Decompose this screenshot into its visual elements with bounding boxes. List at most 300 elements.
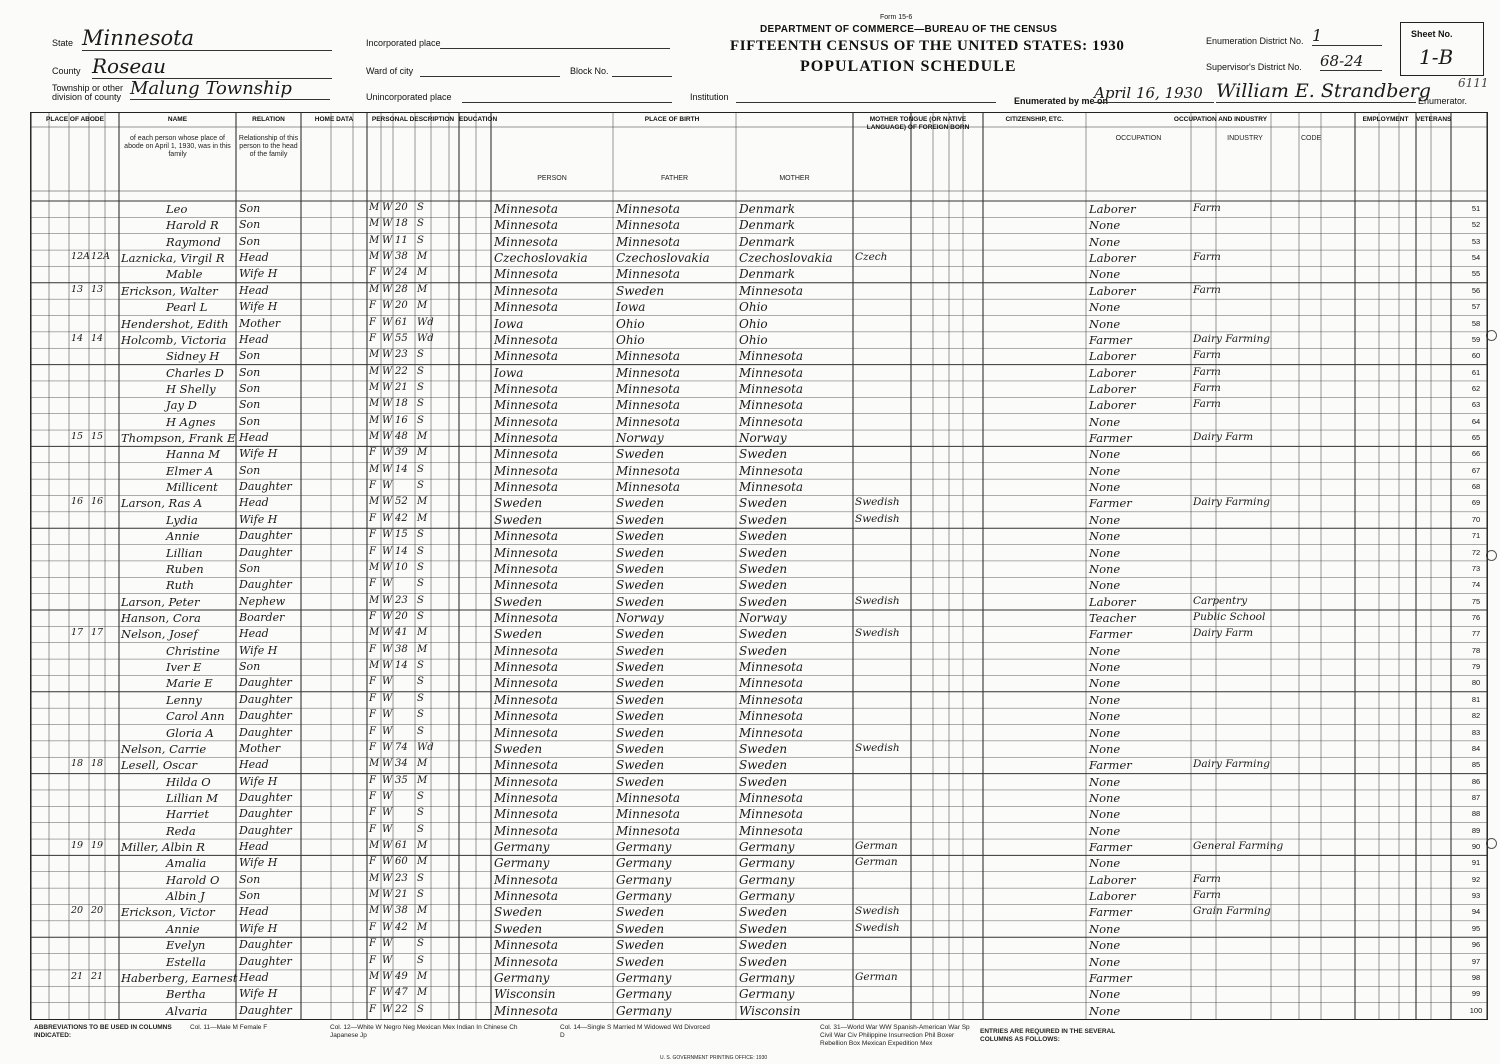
birthplace-mother: Germany xyxy=(739,970,795,985)
birthplace-person: Minnesota xyxy=(494,398,559,413)
birthplace-person: Minnesota xyxy=(494,611,559,625)
enumerated-label: Enumerated by me on xyxy=(1014,96,1109,106)
birthplace-person: Sweden xyxy=(494,594,543,609)
row-number-right: 77 xyxy=(1471,629,1481,639)
person-name: Albin J xyxy=(166,889,205,904)
birthplace-mother: Sweden xyxy=(739,627,788,642)
row-number-right: 53 xyxy=(1471,236,1481,246)
race: W xyxy=(382,840,393,852)
birthplace-person: Minnesota xyxy=(494,676,559,691)
marital-status: S xyxy=(417,594,424,606)
occupation: Farmer xyxy=(1089,627,1132,642)
birthplace-person: Sweden xyxy=(494,627,543,642)
person-name: Lillian M xyxy=(166,790,219,805)
age: 21 xyxy=(395,889,408,901)
birthplace-mother: Norway xyxy=(739,431,787,446)
marital-status: S xyxy=(417,234,424,246)
sex: F xyxy=(369,725,376,737)
marital-status: S xyxy=(417,398,424,410)
relation: Daughter xyxy=(239,709,292,723)
incorporated-line xyxy=(440,48,670,49)
person-name: Erickson, Walter xyxy=(121,283,218,298)
person-name: Holcomb, Victoria xyxy=(121,332,227,347)
occupation: None xyxy=(1089,954,1121,969)
race: W xyxy=(382,381,393,393)
person-name: Alvaria xyxy=(166,1003,208,1018)
birthplace-father: Sweden xyxy=(616,578,665,593)
sex: M xyxy=(369,840,380,852)
marital-status: S xyxy=(417,463,424,475)
sex: F xyxy=(369,267,376,279)
row-number-right: 63 xyxy=(1471,400,1481,410)
row-number-right: 75 xyxy=(1471,596,1481,606)
marital-status: S xyxy=(417,889,424,901)
occupation: None xyxy=(1089,300,1121,315)
birthplace-person: Minnesota xyxy=(494,807,559,822)
birthplace-father: Minnesota xyxy=(616,823,681,838)
age: 41 xyxy=(395,627,408,639)
row-number-right: 96 xyxy=(1471,940,1481,950)
birthplace-person: Sweden xyxy=(494,496,543,511)
birthplace-father: Sweden xyxy=(616,676,665,691)
occupation: None xyxy=(1089,692,1121,707)
occupation: Teacher xyxy=(1089,611,1136,625)
person-name: Sidney H xyxy=(166,349,220,364)
row-number-right: 64 xyxy=(1471,416,1481,426)
relation: Son xyxy=(239,234,261,248)
person-name: H Agnes xyxy=(166,414,216,429)
row-number-right: 89 xyxy=(1471,825,1481,835)
occupation: None xyxy=(1089,741,1121,756)
column-group-header: CITIZENSHIP, ETC. xyxy=(1005,116,1064,123)
department-title: DEPARTMENT OF COMMERCE—BUREAU OF THE CENSUS xyxy=(760,24,1058,35)
marital-status: S xyxy=(417,529,424,541)
column-group-header: PLACE OF ABODE xyxy=(46,116,104,123)
industry: General Farming xyxy=(1193,840,1284,853)
relation: Head xyxy=(239,431,269,445)
person-name: Lillian xyxy=(166,545,203,560)
birthplace-father: Sweden xyxy=(616,938,665,953)
birthplace-father: Ohio xyxy=(616,316,645,331)
sex: M xyxy=(369,365,380,377)
marital-status: M xyxy=(417,300,428,312)
person-name: Hanna M xyxy=(166,447,220,462)
birthplace-person: Minnesota xyxy=(494,872,559,887)
dwelling-number: 21 xyxy=(71,970,84,982)
race: W xyxy=(382,561,393,573)
row-number-right: 69 xyxy=(1471,498,1481,508)
marital-status: S xyxy=(417,202,424,213)
birthplace-person: Minnesota xyxy=(494,349,559,364)
marital-status: M xyxy=(417,856,428,868)
occupation: None xyxy=(1089,561,1121,576)
relation: Wife H xyxy=(239,987,278,1001)
birthplace-person: Iowa xyxy=(494,365,524,380)
relation: Head xyxy=(239,332,269,346)
occupation: None xyxy=(1089,790,1121,805)
row-number-right: 68 xyxy=(1471,482,1481,492)
marital-status: S xyxy=(417,692,424,704)
occupation: None xyxy=(1089,447,1121,462)
row-number-right: 58 xyxy=(1471,318,1481,328)
person-name: Marie E xyxy=(166,676,213,691)
marital-status: M xyxy=(417,283,428,295)
person-name: Amalia xyxy=(166,856,207,871)
birthplace-father: Sweden xyxy=(616,692,665,707)
birthplace-person: Sweden xyxy=(494,921,543,936)
person-name: Hanson, Cora xyxy=(121,611,201,625)
occupation: None xyxy=(1089,938,1121,953)
row-number-right: 86 xyxy=(1471,776,1481,786)
birthplace-mother: Minnesota xyxy=(739,692,804,707)
relation: Mother xyxy=(239,316,281,330)
block-label: Block No. xyxy=(570,66,609,76)
person-name: Annie xyxy=(166,921,200,936)
column-group-header: PERSONAL DESCRIPTION xyxy=(371,116,455,123)
birthplace-father: Sweden xyxy=(616,660,665,675)
entries-title: ENTRIES ARE REQUIRED IN THE SEVERAL COLUMNS AS FOLLOWS: xyxy=(980,1028,1116,1043)
row-number-right: 82 xyxy=(1471,711,1481,721)
birthplace-person: Minnesota xyxy=(494,202,559,216)
occupation: None xyxy=(1089,545,1121,560)
birthplace-father: Minnesota xyxy=(616,480,681,495)
marital-status: M xyxy=(417,987,428,999)
age: 22 xyxy=(395,365,408,377)
sex: M xyxy=(369,970,380,982)
birthplace-person: Minnesota xyxy=(494,234,559,249)
occupation: None xyxy=(1089,529,1121,544)
marital-status: S xyxy=(417,349,424,361)
relation: Daughter xyxy=(239,725,292,739)
sex: F xyxy=(369,823,376,835)
row-number-right: 81 xyxy=(1471,694,1481,704)
relation: Daughter xyxy=(239,692,292,706)
birthplace-person: Minnesota xyxy=(494,218,559,233)
row-number-right: 79 xyxy=(1471,662,1481,672)
birthplace-person: Minnesota xyxy=(494,938,559,953)
industry: Farm xyxy=(1193,872,1221,885)
birthplace-father: Sweden xyxy=(616,643,665,658)
sex: M xyxy=(369,251,380,263)
birthplace-mother: Minnesota xyxy=(739,709,804,724)
person-name: Lesell, Oscar xyxy=(121,758,197,773)
row-number-right: 91 xyxy=(1471,858,1481,868)
birthplace-mother: Sweden xyxy=(739,496,788,511)
birthplace-father: Minnesota xyxy=(616,463,681,478)
row-number-right: 59 xyxy=(1471,334,1481,344)
birthplace-mother: Sweden xyxy=(739,954,788,969)
person-name: Jay D xyxy=(166,398,197,413)
birthplace-father: Germany xyxy=(616,970,672,985)
occupation: None xyxy=(1089,578,1121,593)
industry: Dairy Farming xyxy=(1193,332,1270,345)
relation: Daughter xyxy=(239,823,292,837)
row-number-right: 74 xyxy=(1471,580,1481,590)
sex: F xyxy=(369,300,376,312)
person-name: Nelson, Josef xyxy=(121,627,198,642)
birthplace-father: Sweden xyxy=(616,921,665,936)
person-name: Charles D xyxy=(166,365,224,380)
relation: Son xyxy=(239,365,261,379)
marital-status: M xyxy=(417,627,428,639)
birthplace-person: Minnesota xyxy=(494,709,559,724)
relation: Daughter xyxy=(239,938,292,952)
occupation: None xyxy=(1089,774,1121,789)
relation: Daughter xyxy=(239,807,292,821)
race: W xyxy=(382,283,393,295)
column-group-header: EDUCATION xyxy=(459,116,498,123)
birthplace-mother: Sweden xyxy=(739,545,788,560)
unincorporated-label: Unincorporated place xyxy=(366,92,452,102)
birthplace-mother: Germany xyxy=(739,840,795,855)
relation: Daughter xyxy=(239,676,292,690)
birthplace-mother: Sweden xyxy=(739,529,788,544)
row-number-right: 76 xyxy=(1471,613,1481,622)
marital-status: S xyxy=(417,1003,424,1015)
dwelling-number: 14 xyxy=(71,332,84,344)
birthplace-mother: Minnesota xyxy=(739,807,804,822)
sex: M xyxy=(369,381,380,393)
occupation: Laborer xyxy=(1089,398,1136,413)
person-name: Pearl L xyxy=(166,300,208,315)
birthplace-father: Sweden xyxy=(616,709,665,724)
race: W xyxy=(382,202,393,213)
dwelling-number: 16 xyxy=(71,496,84,508)
race: W xyxy=(382,970,393,982)
birthplace-father: Sweden xyxy=(616,954,665,969)
occupation: None xyxy=(1089,463,1121,478)
column-subheader-mother: MOTHER xyxy=(779,175,810,182)
race: W xyxy=(382,823,393,835)
institution-line xyxy=(736,102,996,103)
sex: M xyxy=(369,218,380,230)
birthplace-mother: Minnesota xyxy=(739,283,804,298)
race: W xyxy=(382,431,393,443)
race: W xyxy=(382,872,393,884)
occupation: None xyxy=(1089,823,1121,838)
sex: F xyxy=(369,741,376,753)
mother-tongue: Swedish xyxy=(855,921,900,934)
birthplace-person: Minnesota xyxy=(494,332,559,347)
age: 23 xyxy=(395,872,408,884)
sex: M xyxy=(369,758,380,770)
birthplace-person: Minnesota xyxy=(494,480,559,495)
age: 35 xyxy=(395,774,408,786)
birthplace-person: Minnesota xyxy=(494,1003,559,1018)
birthplace-father: Germany xyxy=(616,856,672,871)
marital-status: S xyxy=(417,578,424,590)
occupation: None xyxy=(1089,218,1121,233)
birthplace-mother: Germany xyxy=(739,987,795,1002)
sex: F xyxy=(369,545,376,557)
row-number-right: 87 xyxy=(1471,792,1481,802)
column-group-header: PLACE OF BIRTH xyxy=(644,116,700,123)
birthplace-person: Minnesota xyxy=(494,790,559,805)
sex: M xyxy=(369,398,380,410)
relation: Daughter xyxy=(239,1003,292,1017)
birthplace-person: Minnesota xyxy=(494,643,559,658)
birthplace-person: Minnesota xyxy=(494,300,559,315)
sex: F xyxy=(369,856,376,868)
industry: Farm xyxy=(1193,398,1221,411)
race: W xyxy=(382,365,393,377)
mother-tongue: Swedish xyxy=(855,741,900,754)
row-number-right: 73 xyxy=(1471,563,1481,573)
birthplace-father: Sweden xyxy=(616,561,665,576)
sex: F xyxy=(369,480,376,492)
person-name: Lenny xyxy=(166,692,202,707)
birthplace-mother: Sweden xyxy=(739,741,788,756)
row-number-right: 65 xyxy=(1471,433,1481,443)
birthplace-mother: Sweden xyxy=(739,447,788,462)
relation: Wife H xyxy=(239,643,278,657)
family-number: 13 xyxy=(91,283,104,295)
age: 22 xyxy=(395,1003,408,1015)
birthplace-mother: Germany xyxy=(739,856,795,871)
industry: Dairy Farming xyxy=(1193,496,1270,509)
birthplace-mother: Minnesota xyxy=(739,365,804,380)
column-subheader-father: FATHER xyxy=(660,175,689,182)
footer-war: Col. 31—World War WW Spanish-American War Sp Civil War Civ Philippine Insurrection Phil Boxer Rebellion Box Mexican Expedition Mex xyxy=(820,1024,970,1047)
relation: Daughter xyxy=(239,954,292,968)
race: W xyxy=(382,545,393,557)
race: W xyxy=(382,807,393,819)
person-name: H Shelly xyxy=(166,381,216,396)
marital-status: S xyxy=(417,954,424,966)
age: 15 xyxy=(395,529,408,541)
enumerator-name: William E. Strandberg xyxy=(1216,80,1431,102)
race: W xyxy=(382,414,393,426)
race: W xyxy=(382,267,393,279)
relation: Wife H xyxy=(239,300,278,314)
industry: Farm xyxy=(1193,349,1221,362)
birthplace-mother: Ohio xyxy=(739,300,768,315)
row-number-right: 67 xyxy=(1471,465,1481,475)
person-name: Hilda O xyxy=(166,774,211,789)
birthplace-mother: Sweden xyxy=(739,594,788,609)
column-group-header: HOME DATA xyxy=(314,116,354,123)
marital-status: S xyxy=(417,872,424,884)
age: 48 xyxy=(395,431,408,443)
print-note: U. S. GOVERNMENT PRINTING OFFICE: 1930 xyxy=(660,1055,768,1061)
county-value: Roseau xyxy=(92,54,332,79)
person-name: Harold R xyxy=(166,218,219,233)
dwelling-number: 12A xyxy=(71,251,90,263)
marital-status: M xyxy=(417,905,428,917)
marital-status: S xyxy=(417,823,424,835)
marital-status: S xyxy=(417,480,424,492)
supervisor-value: 68-24 xyxy=(1320,52,1382,71)
occupation: None xyxy=(1089,709,1121,724)
occupation: Laborer xyxy=(1089,283,1136,298)
incorporated-label: Incorporated place xyxy=(366,38,441,48)
race: W xyxy=(382,529,393,541)
occupation: Farmer xyxy=(1089,496,1132,511)
industry: Carpentry xyxy=(1193,594,1248,607)
race: W xyxy=(382,889,393,901)
relation: Wife H xyxy=(239,267,278,281)
sex: M xyxy=(369,431,380,443)
birthplace-father: Minnesota xyxy=(616,398,681,413)
person-name: Raymond xyxy=(166,234,221,249)
race: W xyxy=(382,578,393,590)
occupation: Farmer xyxy=(1089,431,1132,446)
occupation: None xyxy=(1089,414,1121,429)
race: W xyxy=(382,611,393,622)
column-subheader-code: CODE xyxy=(1301,135,1322,142)
industry: Farm xyxy=(1193,889,1221,902)
institution-label: Institution xyxy=(690,92,729,102)
age: 42 xyxy=(395,512,408,524)
occupation: None xyxy=(1089,234,1121,249)
sex: M xyxy=(369,561,380,573)
birthplace-mother: Minnesota xyxy=(739,823,804,838)
row-number-right: 98 xyxy=(1471,972,1481,982)
marital-status: Wd xyxy=(417,332,434,344)
age: 24 xyxy=(395,267,408,279)
sex: F xyxy=(369,316,376,328)
race: W xyxy=(382,1003,393,1015)
age: 18 xyxy=(395,398,408,410)
occupation: None xyxy=(1089,987,1121,1002)
marital-status: S xyxy=(417,414,424,426)
birthplace-person: Minnesota xyxy=(494,463,559,478)
race: W xyxy=(382,921,393,933)
family-number: 19 xyxy=(91,840,104,852)
sex: M xyxy=(369,627,380,639)
birthplace-mother: Denmark xyxy=(739,218,795,233)
occupation: None xyxy=(1089,643,1121,658)
mother-tongue: German xyxy=(855,840,898,853)
mother-tongue: Czech xyxy=(855,251,888,264)
birthplace-mother: Minnesota xyxy=(739,725,804,740)
relation: Head xyxy=(239,496,269,510)
family-number: 20 xyxy=(91,905,104,917)
enum-district-value: 1 xyxy=(1312,26,1382,46)
birthplace-person: Czechoslovakia xyxy=(494,251,588,266)
sex: M xyxy=(369,202,380,213)
relation: Son xyxy=(239,561,261,575)
sex: F xyxy=(369,692,376,704)
sex: F xyxy=(369,954,376,966)
birthplace-person: Germany xyxy=(494,970,550,985)
birthplace-person: Sweden xyxy=(494,512,543,527)
person-name: Estella xyxy=(166,954,206,969)
relation: Son xyxy=(239,349,261,363)
industry: Public School xyxy=(1193,611,1266,623)
row-number-right: 62 xyxy=(1471,383,1481,393)
birthplace-mother: Sweden xyxy=(739,578,788,593)
birthplace-mother: Denmark xyxy=(739,202,795,216)
age: 47 xyxy=(395,987,408,999)
birthplace-father: Germany xyxy=(616,840,672,855)
marital-status: M xyxy=(417,496,428,508)
dwelling-number: 13 xyxy=(71,283,84,295)
industry: Grain Farming xyxy=(1193,905,1271,918)
birthplace-mother: Minnesota xyxy=(739,349,804,364)
age: 14 xyxy=(395,545,408,557)
relation: Son xyxy=(239,398,261,412)
birthplace-mother: Sweden xyxy=(739,774,788,789)
birthplace-father: Sweden xyxy=(616,496,665,511)
birthplace-father: Czechoslovakia xyxy=(616,251,710,266)
occupation: Laborer xyxy=(1089,202,1136,216)
occupation: Farmer xyxy=(1089,840,1132,855)
birthplace-father: Germany xyxy=(616,889,672,904)
marital-status: S xyxy=(417,725,424,737)
relation: Son xyxy=(239,872,261,886)
relation: Son xyxy=(239,463,261,477)
